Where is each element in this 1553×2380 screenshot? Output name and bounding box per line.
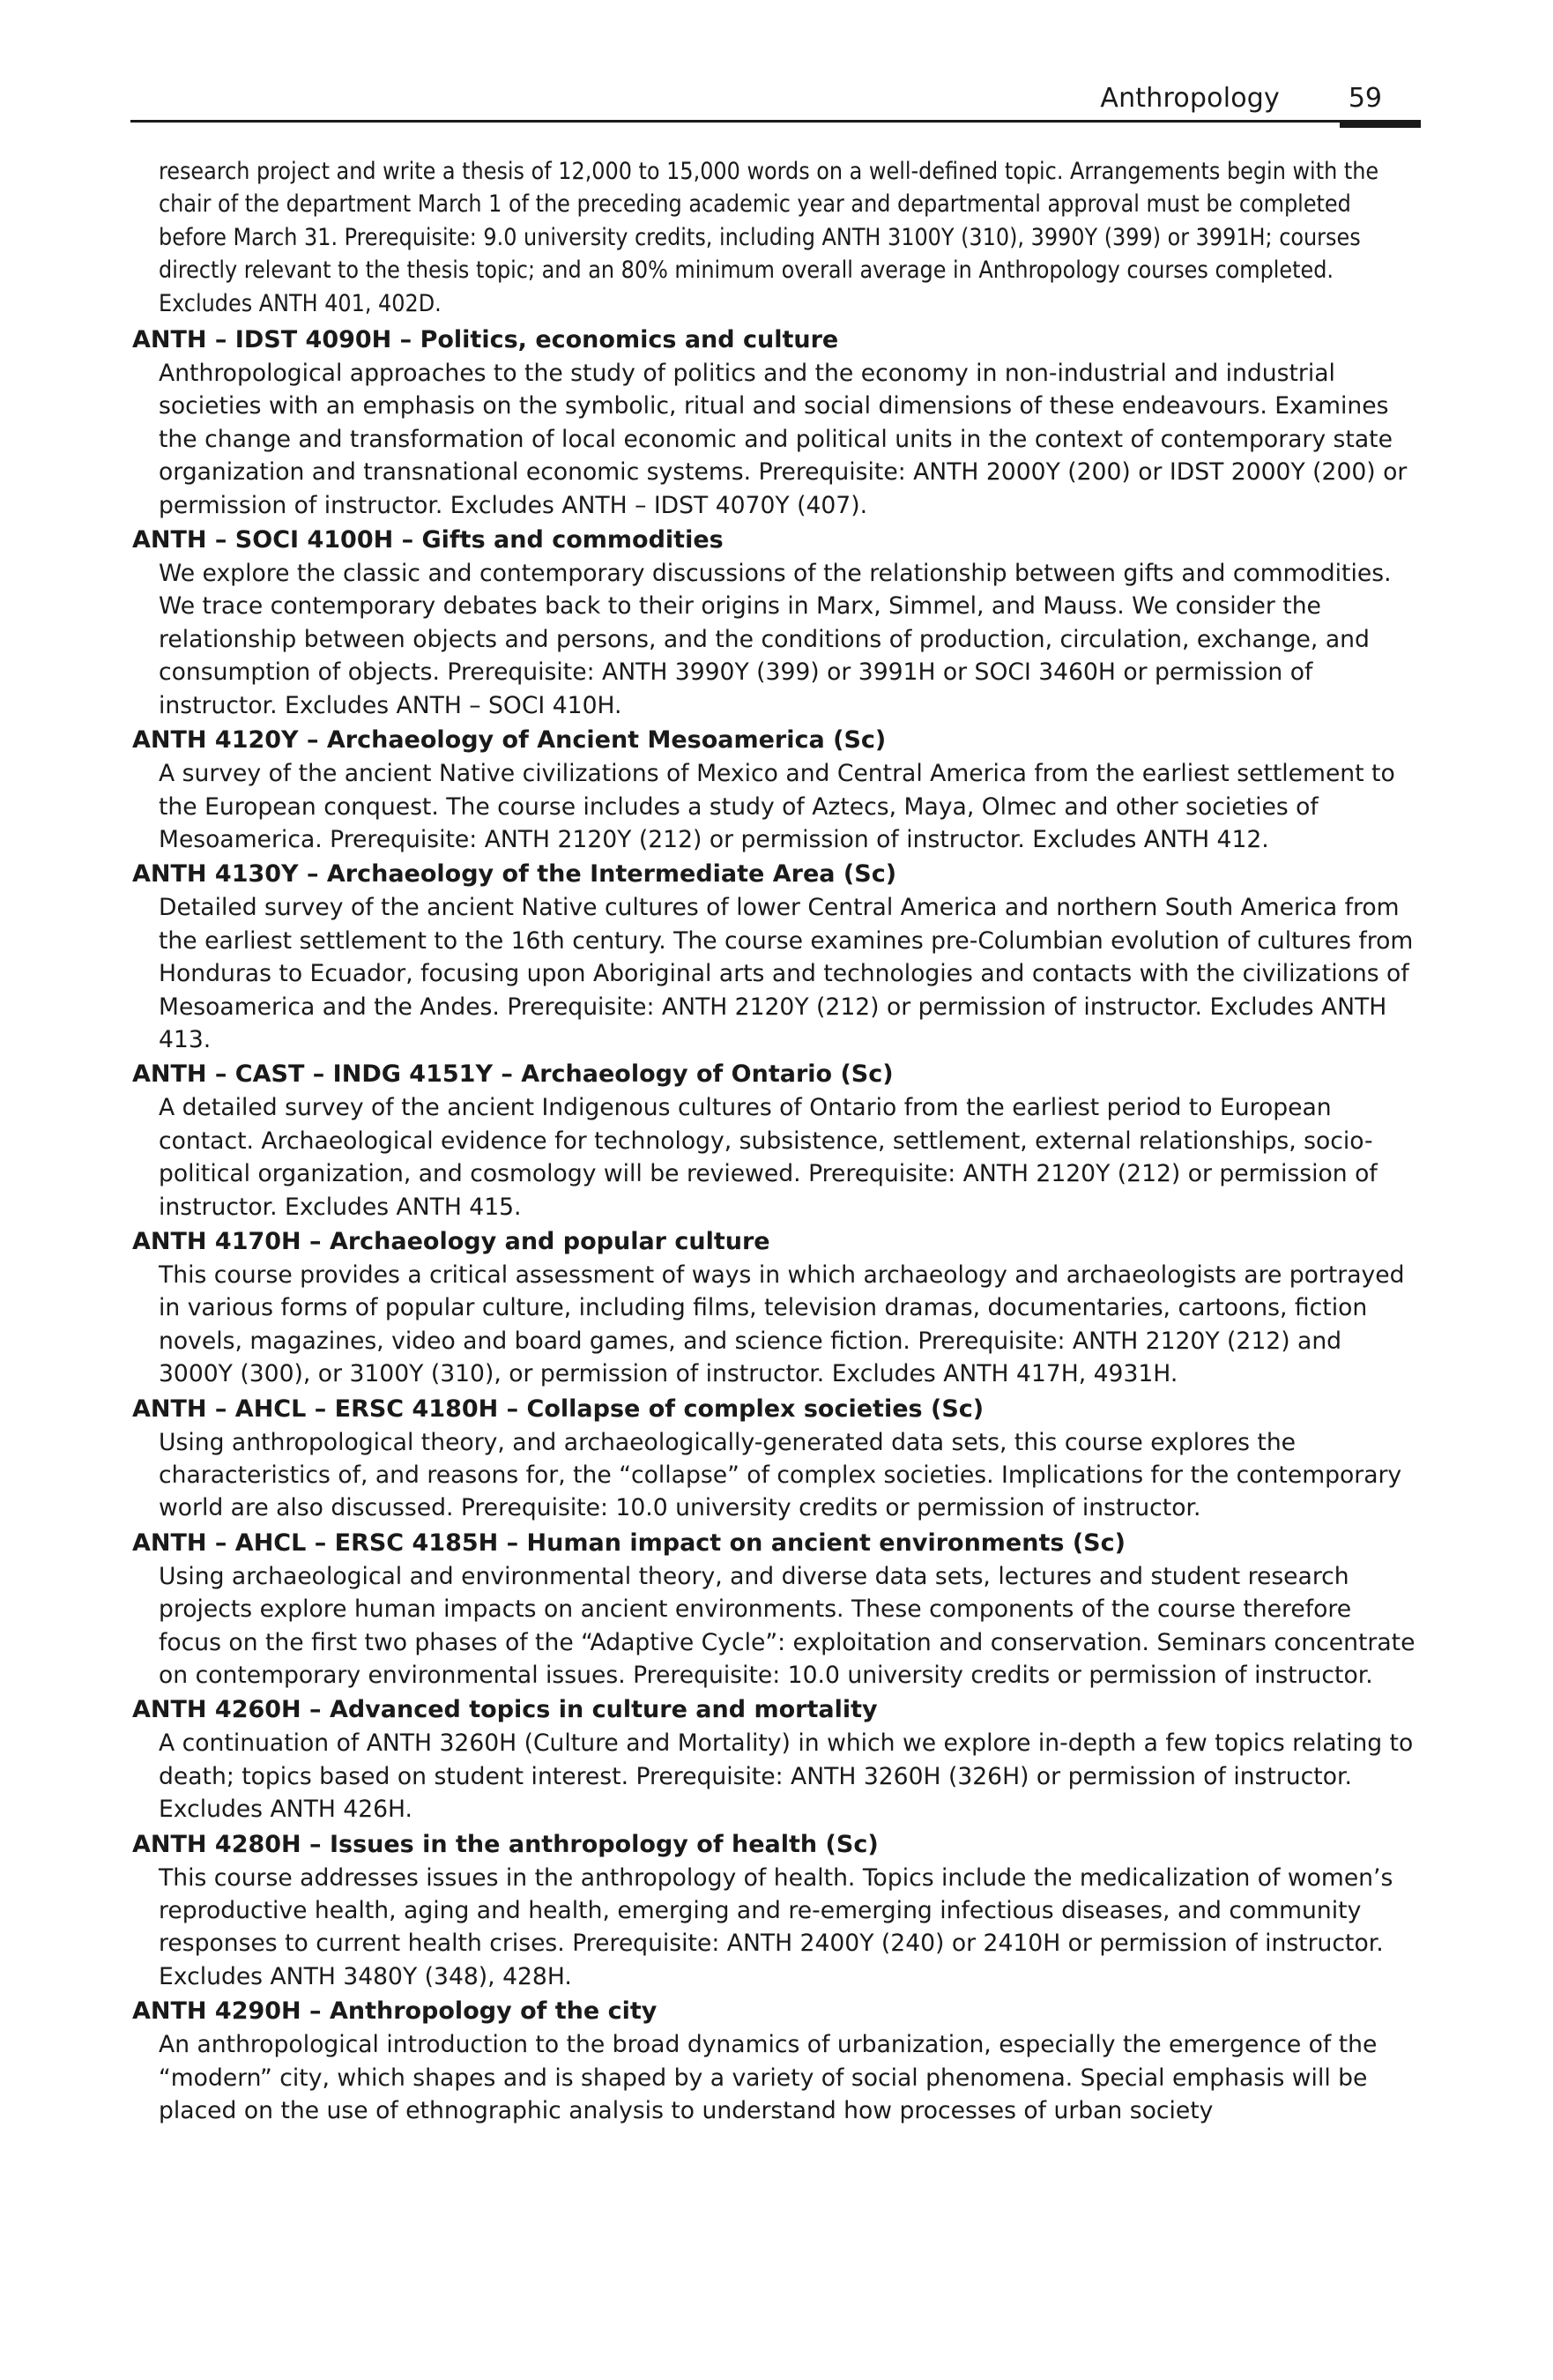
course-title: ANTH – IDST 4090H – Politics, economics and culture bbox=[132, 326, 839, 354]
course-description: This course addresses issues in the anthropology of health. Topics include the medicalization of women’s reproductive health, aging and health, emerging and re-emerging infectious diseases, and community responses to current health crises. Prerequisite: ANTH 2400Y (240) or 2410H or permission of instructor. Excludes ANTH 3480Y (348), 428H. bbox=[159, 1863, 1393, 1990]
continued-description: research project and write a thesis of 12,000 to 15,000 words on a well-defined topic. Arrangements begin with the chair of the department March 1 of the preceding academic year and departmental approval must be completed before March 31. Prerequisite: 9.0 university credits, including ANTH 3100Y (310), 3990Y (399) or 3991H; courses directly relevant to the thesis topic; and an 80% minimum overall average in Anthropology courses completed. Excludes ANTH 401, 402D. bbox=[159, 158, 1379, 317]
course-entry bbox=[132, 1225, 1421, 1391]
course-description: An anthropological introduction to the broad dynamics of urbanization, especially the emergence of the “modern” city, which shapes and is shaped by a variety of social phenomena. Special emphasis will be placed on the use of ethnographic analysis to understand how processes of urban society bbox=[159, 2031, 1378, 2125]
course-entry bbox=[132, 524, 1421, 722]
course-entry bbox=[132, 1058, 1421, 1223]
page-header bbox=[130, 81, 1421, 123]
course-entry bbox=[132, 724, 1421, 856]
course-description: Anthropological approaches to the study of politics and the economy in non-industrial and industrial societies with an emphasis on the symbolic, ritual and social dimensions of these endeavours. Examines the change and transformation of local economic and political units in the context of contemporary state organization and transnational economic systems. Prerequisite: ANTH 2000Y (200) or IDST 2000Y (200) or permission of instructor. Excludes ANTH – IDST 4070Y (407). bbox=[159, 360, 1408, 519]
header-rule bbox=[130, 120, 1421, 123]
running-head-section: Anthropology bbox=[1100, 83, 1280, 114]
course-title: ANTH – CAST – INDG 4151Y – Archaeology of Ontario (Sc) bbox=[132, 1060, 894, 1089]
header-rule-block bbox=[1340, 120, 1421, 128]
course-entry bbox=[132, 1995, 1421, 2127]
course-listing bbox=[132, 155, 1421, 2130]
course-description: A detailed survey of the ancient Indigenous cultures of Ontario from the earliest period to European contact. Archaeological evidence for technology, subsistence, settlement, external relationships, socio-political organization, and cosmology will be reviewed. Prerequisite: ANTH 2120Y (212) or permission of instructor. Excludes ANTH 415. bbox=[159, 1094, 1378, 1221]
course-description: Detailed survey of the ancient Native cultures of lower Central America and northern South America from the earliest settlement to the 16th century. The course examines pre-Columbian evolution of cultures from Honduras to Ecuador, focusing upon Aboriginal arts and technologies and contacts with the civilizations of Mesoamerica and the Andes. Prerequisite: ANTH 2120Y (212) or permission of instructor. Excludes ANTH 413. bbox=[159, 894, 1414, 1053]
course-title: ANTH 4280H – Issues in the anthropology of health (Sc) bbox=[132, 1830, 879, 1858]
course-entry bbox=[132, 1828, 1421, 1994]
course-title: ANTH – AHCL – ERSC 4185H – Human impact on ancient environments (Sc) bbox=[132, 1528, 1126, 1557]
course-description: Using archaeological and environmental theory, and diverse data sets, lectures and student research projects explore human impacts on ancient environments. These components of the course therefore focus on the first two phases of the “Adaptive Cycle”: exploitation and conservation. Seminars concentrate on contemporary environmental issues. Prerequisite: 10.0 university credits or permission of instructor. bbox=[159, 1562, 1416, 1690]
course-title: ANTH 4120Y – Archaeology of Ancient Mesoamerica (Sc) bbox=[132, 726, 887, 755]
course-description: Using anthropological theory, and archaeologically-generated data sets, this course explores the characteristics of, and reasons for, the “collapse” of complex societies. Implications for the contemporary world are also discussed. Prerequisite: 10.0 university credits or permission of instructor. bbox=[159, 1428, 1402, 1522]
page-number: 59 bbox=[1348, 83, 1382, 114]
course-title: ANTH 4290H – Anthropology of the city bbox=[132, 1997, 658, 2026]
course-description: We explore the classic and contemporary discussions of the relationship between gifts and commodities. We trace contemporary debates back to their origins in Marx, Simmel, and Mauss. We consider the relationship between objects and persons, and the conditions of production, circulation, exchange, and consumption of objects. Prerequisite: ANTH 3990Y (399) or 3991H or SOCI 3460H or permission of instructor. Excludes ANTH – SOCI 410H. bbox=[159, 560, 1392, 719]
course-description: A continuation of ANTH 3260H (Culture and Mortality) in which we explore in-depth a few topics relating to death; topics based on student interest. Prerequisite: ANTH 3260H (326H) or permission of instructor. Excludes ANTH 426H. bbox=[159, 1729, 1414, 1824]
course-title: ANTH 4260H – Advanced topics in culture and mortality bbox=[132, 1696, 878, 1724]
course-description: A survey of the ancient Native civilizations of Mexico and Central America from the earliest settlement to the European conquest. The course includes a study of Aztecs, Maya, Olmec and other societies of Mesoamerica. Prerequisite: ANTH 2120Y (212) or permission of instructor. Excludes ANTH 412. bbox=[159, 760, 1395, 853]
course-description: This course provides a critical assessment of ways in which archaeology and archaeologists are portrayed in various forms of popular culture, including films, television dramas, documentaries, cartoons, fiction novels, magazines, video and board games, and science fiction. Prerequisite: ANTH 2120Y (212) and 3000Y (300), or 3100Y (310), or permission of instructor. Excludes ANTH 417H, 4931H. bbox=[159, 1261, 1405, 1388]
course-entry bbox=[132, 1527, 1421, 1692]
course-entry bbox=[132, 1393, 1421, 1525]
course-title: ANTH 4170H – Archaeology and popular culture bbox=[132, 1227, 770, 1255]
course-entry bbox=[132, 858, 1421, 1056]
course-title: ANTH – SOCI 4100H – Gifts and commodities bbox=[132, 526, 724, 554]
course-title: ANTH 4130Y – Archaeology of the Intermediate Area (Sc) bbox=[132, 860, 897, 889]
course-entry bbox=[132, 324, 1421, 522]
course-title: ANTH – AHCL – ERSC 4180H – Collapse of complex societies (Sc) bbox=[132, 1395, 985, 1423]
course-entry bbox=[132, 1693, 1421, 1826]
